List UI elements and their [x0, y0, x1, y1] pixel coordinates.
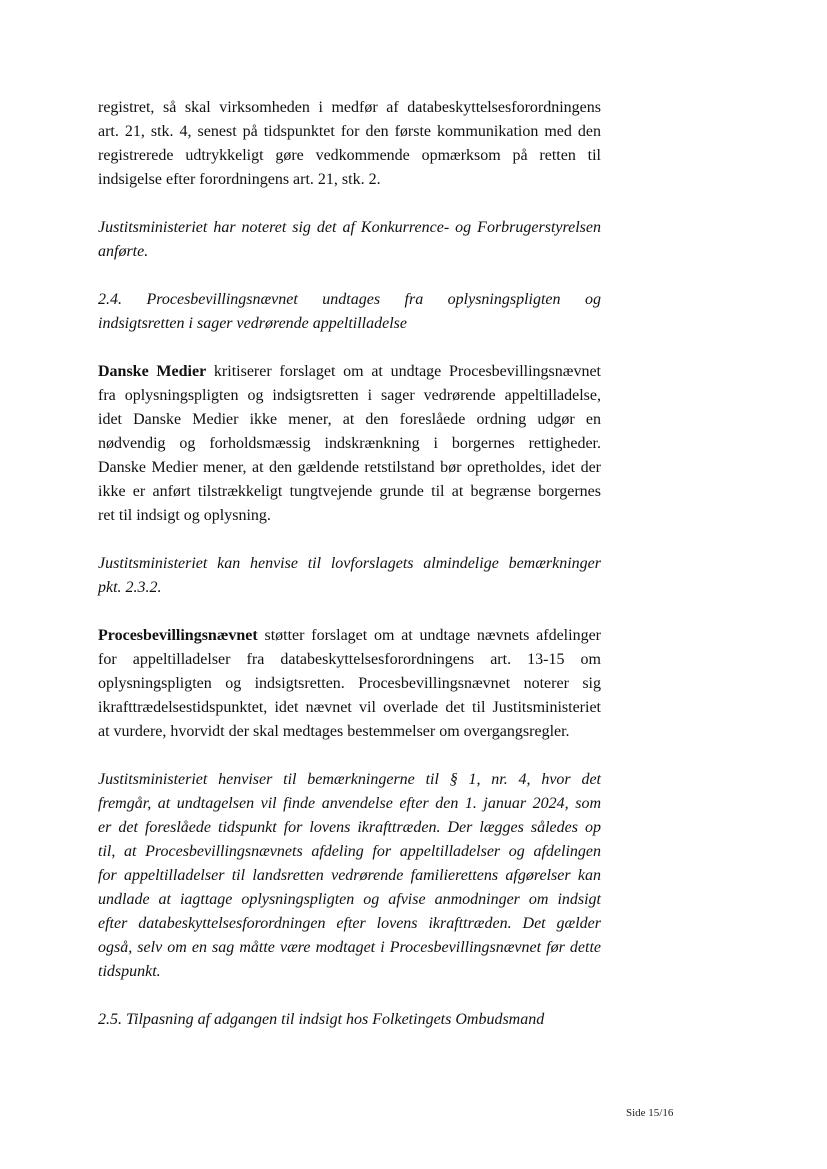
ministry-response-1 — [98, 216, 601, 264]
text-line: idet Danske Medier ikke mener, at den foreslåede ordning udgør en — [98, 411, 601, 428]
text-fragment: kritiserer forslaget om at undtage Procesbevillingsnævnet — [206, 363, 601, 380]
text-line: tidspunkt. — [98, 963, 161, 980]
text-line: registrerede udtrykkeligt gøre vedkommende opmærksom på retten til — [98, 147, 601, 164]
text-fragment: støtter forslaget om at undtage nævnets afdelinger — [257, 627, 601, 644]
heading-line: 2.5. Tilpasning af adgangen til indsigt hos Folketingets Ombudsmand — [98, 1011, 545, 1028]
text-line: at vurdere, hvorvidt der skal medtages bestemmelser om overgangsregler. — [98, 723, 570, 740]
text-line: art. 21, stk. 4, senest på tidspunktet for den første kommunikation med den — [98, 123, 601, 140]
page-number: Side 15/16 — [626, 1107, 674, 1119]
text-line: ikke er anført tilstrækkeligt tungtvejende grunde til at begrænse borgernes — [98, 483, 601, 500]
text-line: Justitsministeriet har noteret sig det af Konkurrence- og Forbrugerstyrelsen — [98, 219, 601, 236]
paragraph-danske-medier — [98, 360, 601, 528]
organization-name: Danske Medier — [98, 363, 207, 380]
section-heading-2-4 — [98, 288, 601, 336]
text-line: Justitsministeriet henviser til bemærkningerne til § 1, nr. 4, hvor det — [98, 771, 601, 788]
text-line: fra oplysningspligten og indsigtsretten i sager vedrørende appeltilladelse, — [98, 387, 601, 404]
text-line: også, selv om en sag måtte være modtaget i Procesbevillingsnævnet før dette — [98, 939, 601, 956]
section-heading-2-5 — [98, 1008, 601, 1032]
text-line: Justitsministeriet kan henvise til lovforslagets almindelige bemærkninger — [98, 555, 601, 572]
text-line: for appeltilladelser til landsretten vedrørende familierettens afgørelser kan — [98, 867, 601, 884]
document-page — [98, 96, 601, 1056]
paragraph-procesbevillingsnaevnet — [98, 624, 601, 744]
organization-name: Procesbevillingsnævnet — [98, 627, 258, 644]
text-line: ret til indsigt og oplysning. — [98, 507, 271, 524]
text-line: fremgår, at undtagelsen vil finde anvendelse efter den 1. januar 2024, som — [98, 795, 601, 812]
text-line: nødvendig og forholdsmæssig indskrænkning i borgernes rettigheder. — [98, 435, 601, 452]
ministry-response-2 — [98, 552, 601, 600]
heading-line: 2.4. Procesbevillingsnævnet undtages fra oplysningspligten og — [98, 291, 601, 308]
heading-line: indsigtsretten i sager vedrørende appeltilladelse — [98, 315, 407, 332]
text-line: registret, så skal virksomheden i medfør af databeskyttelsesforordningens — [98, 99, 601, 116]
text-line: Danske Medier mener, at den gældende retstilstand bør opretholdes, idet der — [98, 459, 601, 476]
text-line: indsigelse efter forordningens art. 21, stk. 2. — [98, 171, 381, 188]
text-line: til, at Procesbevillingsnævnets afdeling for appeltilladelser og afdelingen — [98, 843, 601, 860]
text-line: anførte. — [98, 243, 149, 260]
text-line — [98, 360, 601, 384]
text-line: efter databeskyttelsesforordningen efter lovens ikrafttræden. Det gælder — [98, 915, 601, 932]
text-line — [98, 624, 601, 648]
text-line: ikrafttrædelsestidspunktet, idet nævnet vil overlade det til Justitsministeriet — [98, 699, 601, 716]
ministry-response-3 — [98, 768, 601, 984]
text-line: undlade at iagttage oplysningspligten og afvise anmodninger om indsigt — [98, 891, 601, 908]
paragraph-registration-notice — [98, 96, 601, 192]
text-line: oplysningspligten og indsigtsretten. Procesbevillingsnævnet noterer sig — [98, 675, 601, 692]
text-line: for appeltilladelser fra databeskyttelsesforordningens art. 13-15 om — [98, 651, 601, 668]
text-line: pkt. 2.3.2. — [98, 579, 162, 596]
text-line: er det foreslåede tidspunkt for lovens ikrafttræden. Der lægges således op — [98, 819, 601, 836]
